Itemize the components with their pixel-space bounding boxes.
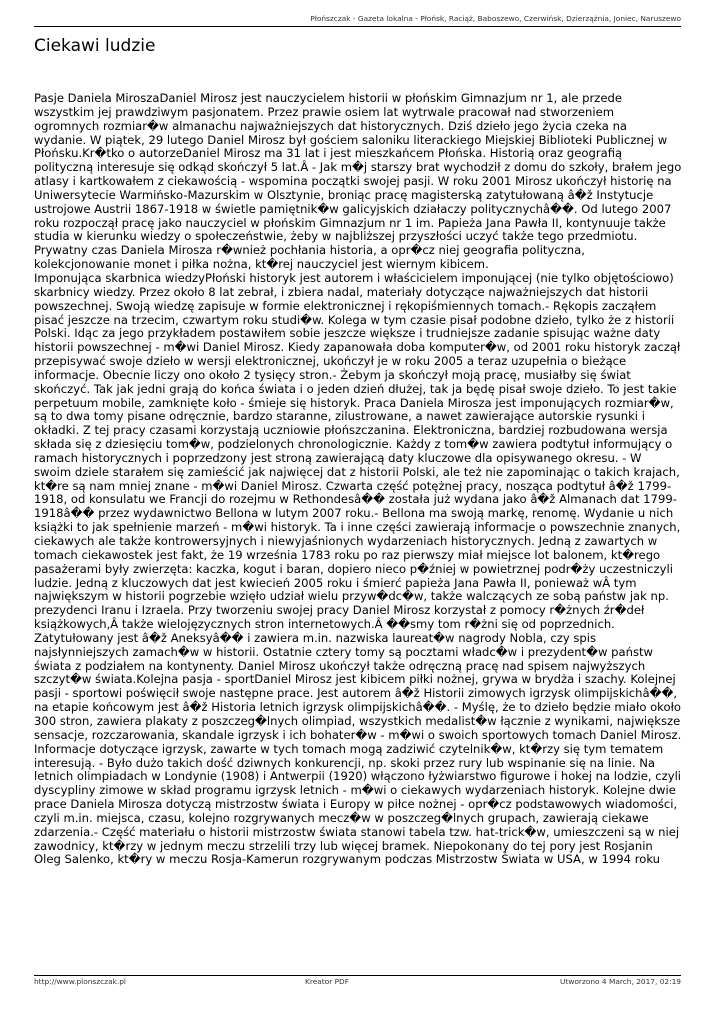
article-paragraph: Imponująca skarbnica wiedzyPłoński historyk jest autorem i właścicielem imponującej (nie tylko objętościowo) skarbnicy wiedzy. Przez około 8 lat zebrał, i zbiera nadal, materiały dotyczące najważniejszych dat historii powszechnej. Swoją wiedzę zapisuje w formie elektronicznej i rękopiśmiennych tomach.- Rękopis zacząłem pisać jeszcze na trzecim, czwartym roku studi�w. Kolega w tym czasie pisał podobne dzieło, tylko że z historii Polski. Idąc za jego przykładem postawiłem sobie jeszcze większe i trudniejsze zadanie spisując ważne daty historii powszechnej - m�wi Daniel Mirosz. Kiedy zapanowała doba komputer�w, od 2001 roku historyk zaczął przepisywać swoje dzieło w wersji elektronicznej, ukończył je w roku 2005 a teraz uzupełnia o bieżące informacje. Obecnie liczy ono około 2 tysięcy stron.- Żebym ja skończył moją pracę, musiałby się świat skończyć. Tak jak jedni grają do końca świata i o jeden dzień dłużej, tak ja będę pisał swoje dzieło. To jest takie perpetuum mobile, zamknięte koło - śmieje się historyk. Praca Daniela Mirosza jest imponujących rozmiar�w, są to dwa tomy pisane odręcznie, bardzo staranne, zilustrowane, a nawet zawierające autorskie rysunki i okładki. Z tej pracy czasami korzystają uczniowie płońszczanina. Elektroniczna, bardziej rozbudowana wersja składa się z dziesięciu tom�w, podzielonych chronologicznie. Każdy z tom�w zawiera podtytuł informujący o ramach historycznych i poprzedzony jest stroną zawierającą daty kluczowe dla opisywanego okresu. - W swoim dziele starałem się zamieścić jak najwięcej dat z historii Polski, ale też nie zapominając o takich krajach, kt�re są nam mniej znane - m�wi Daniel Mirosz. Czwarta część potężnej pracy, nosząca podtytuł â�ž 1799-1918, od konsulatu we Francji do rozejmu w Rethondesâ�� została już wydana jako â�ž Almanach dat 1799-1918â�� przez wydawnictwo Bellona w lutym 2007 roku.- Bellona ma swoją markę, renomę. Wydanie u nich książki to jak spełnienie marzeń - m�wi historyk. Ta i inne części zawierają informacje o powszechnie znanych, ciekawych ale także kontrowersyjnych i niewyjaśnionych wydarzeniach historycznych. Jedną z zawartych w tomach ciekawostek jest fakt, że 19 września 1783 roku po raz pierwszy miał miejsce lot balonem, kt�rego pasażerami były zwierzęta: kaczka, kogut i baran, dopiero nieco p�źniej w powietrznej podr�ży uczestniczyli ludzie. Jedną z kluczowych dat jest kwiecień 2005 roku i śmierć papieża Jana Pawła II, ponieważ wÂ tym największym w historii pogrzebie wzięło udział wielu przyw�dc�w, także walczących ze sobą państw jak np. prezydenci Iranu i Izraela. Przy tworzeniu swojej pracy Daniel Mirosz korzystał z pomocy r�żnych źr�deł książkowych,Â także wielojęzycznych stron internetowych.Â ��smy tom r�żni się od poprzednich. Zatytułowany jest â�ž Aneksyâ�� i zawiera m.in. nazwiska laureat�w nagrody Nobla, czy spis najsłynniejszych zamach�w w historii. Ostatnie cztery tomy są pocztami władc�w i prezydent�w państw świata z podziałem na kontynenty. Daniel Mirosz ukończył także odręczną pracę nad spisem najwyższych szczyt�w świata.Kolejna pasja - sportDaniel Mirosz jest kibicem piłki nożnej, grywa w brydża i szachy. Kolejnej pasji - sportowi poświęcił swoje następne prace. Jest autorem â�ž Historii zimowych igrzysk olimpijskichâ��, na etapie końcowym jest â�ž Historia letnich igrzysk olimpijskichâ��. - Myślę, że to dzieło będzie miało około 300 stron, zawiera plakaty z poszczeg�lnych olimpiad, wszystkich medalist�w łącznie z wynikami, największe sensacje, rozczarowania, skandale igrzysk i ich bohater�w - m�wi o swoich sportowych tomach Daniel Mirosz. Informacje dotyczące igrzysk, zawarte w tych tomach mogą zadziwić czytelnik�w, kt�rzy się tym tematem interesują. - Było dużo takich dość dziwnych konkurencji, np. skoki przez rury lub wspinanie się na linie. Na letnich olimpiadach w Londynie (1908) i Antwerpii (1920) włączono łyżwiarstwo figurowe i hokej na lodzie, czyli dyscypliny zimowe w skład programu igrzysk letnich - m�wi o ciekawych wydarzeniach historyk. Kolejne dwie prace Daniela Mirosza dotyczą mistrzostw świata i Europy w piłce nożnej - opr�cz podstawowych wiadomości, czyli m.in. miejsca, czasu, kolejno rozgrywanych mecz�w w poszczeg�lnych grupach, zawierają ciekawe zdarzenia.- Część materiału o historii mistrzostw świata stanowi tabela tzw. hat-trick�w, umieszczeni są w niej zawodnicy, kt�rzy w jednym meczu strzelili trzy lub więcej bramek. Niepokonany do tej pory jest Rosjanin Oleg Salenko, kt�ry w meczu Rosja-Kamerun rozgrywanym podczas Mistrzostw Świata w USA, w 1994 roku [34,270,682,867]
footer-url: http://www.plonszczak.pl [34,977,126,986]
footer-generator: Kreator PDF [305,977,350,986]
page-title: Ciekawi ludzie [34,36,156,56]
footer-divider [34,975,681,976]
footer-created-date: Utworzono 4 March, 2017, 02:19 [560,977,681,986]
article-paragraph: Pasje Daniela MiroszaDaniel Mirosz jest nauczycielem historii w płońskim Gimnazjum nr 1, ale przede wszystkim jej prawdziwym pasjonatem. Przez prawie osiem lat wytrwale pracował nad stworzeniem ogromnych rozmiar�w almanachu najważniejszych dat historycznych. Dziś dzieło jego życia czeka na wydanie. W piątek, 29 lutego Daniel Mirosz był gościem saloniku literackiego Miejskiej Biblioteki Publicznej w Płońsku.Kr�tko o autorzeDaniel Mirosz ma 31 lat i jest mieszkańcem Płońska. Historią oraz geografią polityczną interesuje się odkąd skończył 5 lat.Â - Jak m�j starszy brat wychodził z domu do szkoły, brałem jego atlasy i kartkowałem z ciekawością - wspomina początki swojej pasji. W roku 2001 Mirosz ukończył historię na Uniwersytecie Warmińsko-Mazurskim w Olsztynie, broniąc pracę magisterską zatytułowaną â�ž Instytucje ustrojowe Austrii 1867-1918 w świetle pamiętnik�w galicyjskich działaczy politycznychâ��. Od lutego 2007 roku rozpoczął pracę jako nauczyciel w płońskim Gimnazjum nr 1 im. Papieża Jana Pawła II, kontynuuje także studia w kierunku wiedzy o społeczeństwie, żeby w najbliższej przyszłości uczyć także tego przedmiotu. Prywatny czas Daniela Mirosza r�wnież pochłania historia, a opr�cz niej geografia polityczna, kolekcjonowanie monet i piłka nożna, kt�rej nauczyciel jest wiernym kibicem. [34,92,682,272]
page-header: Płońszczak - Gazeta lokalna - Płońsk, Raciąż, Baboszewo, Czerwińsk, Dzierzążnia, Joniec, Naruszewo [310,14,681,23]
header-divider [34,26,681,27]
article-body [34,92,682,974]
